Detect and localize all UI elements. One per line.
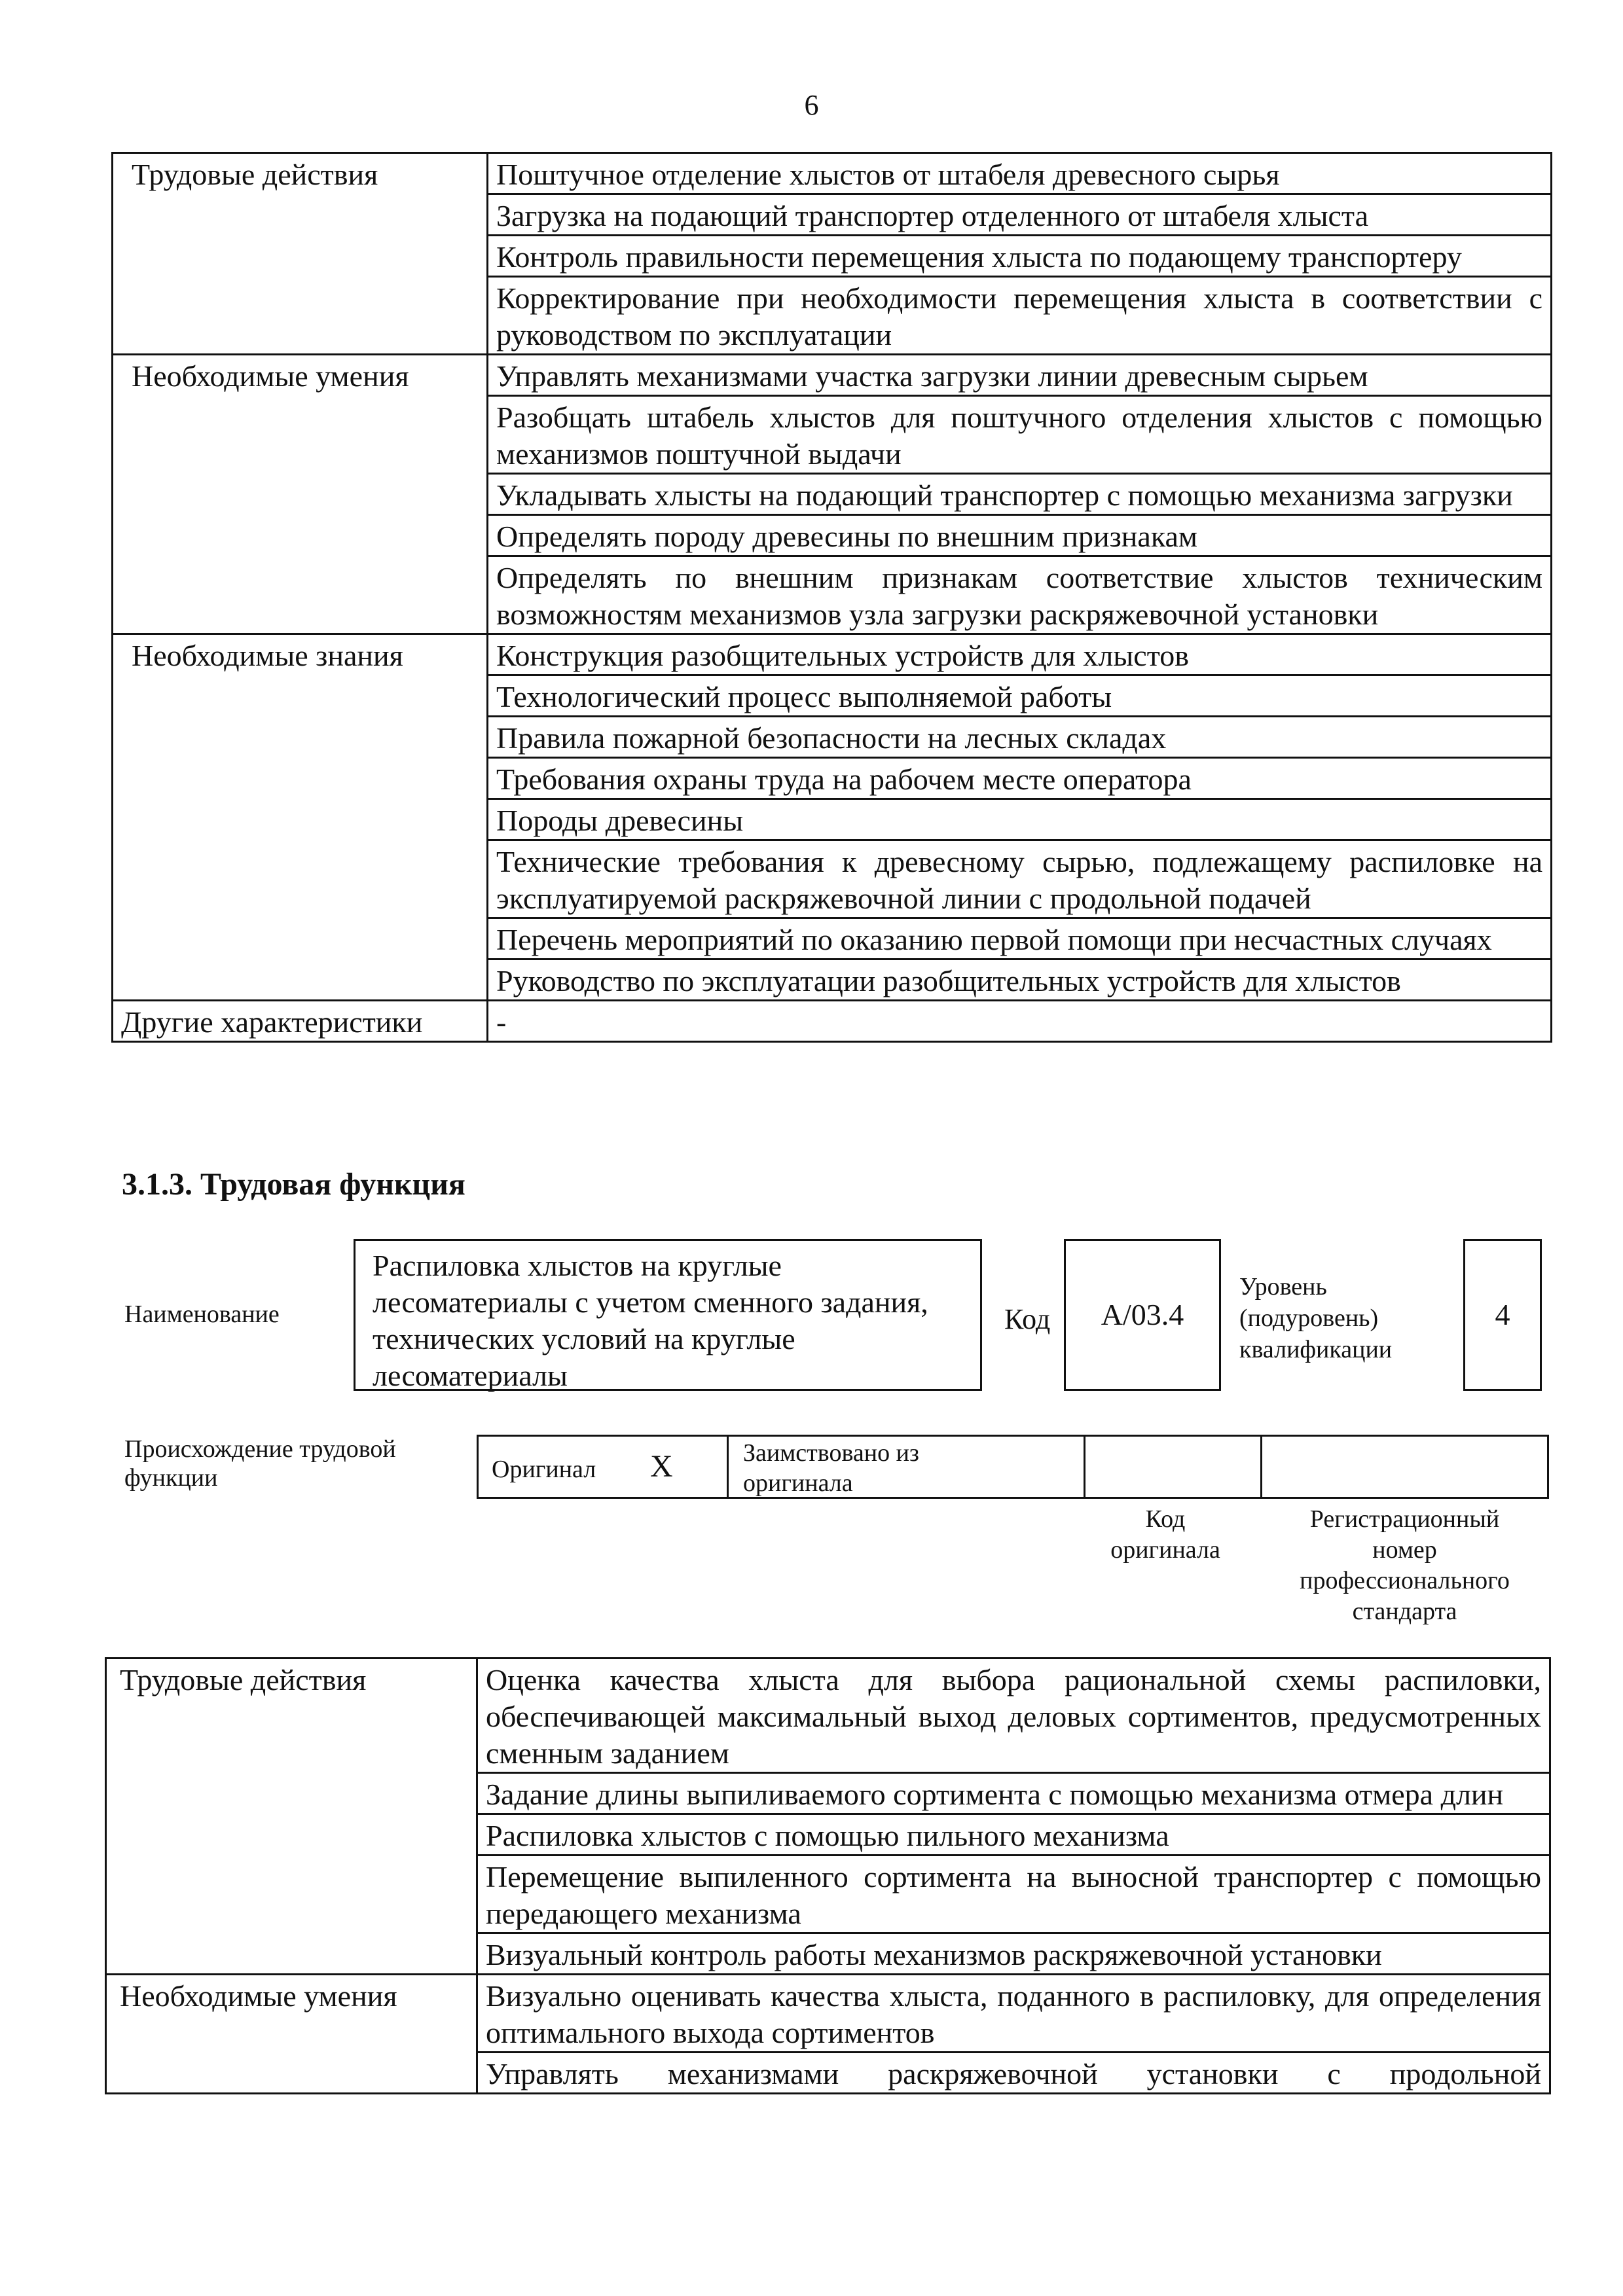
table-cell: Управлять механизмами участка загрузки линии древесным сырьем xyxy=(488,355,1552,396)
row-label: Другие характеристики xyxy=(113,1001,488,1042)
level-value: 4 xyxy=(1463,1239,1542,1391)
level-label xyxy=(1239,1271,1392,1365)
table-cell: - xyxy=(488,1001,1552,1042)
table-row xyxy=(113,153,1552,194)
original-cell xyxy=(479,1437,729,1497)
labor-function-table-1 xyxy=(111,152,1552,1043)
code-label: Код xyxy=(1004,1303,1051,1335)
table-cell: Задание длины выпиливаемого сортимента с помощью механизма отмера длин xyxy=(477,1773,1550,1814)
table-cell: Правила пожарной безопасности на лесных складах xyxy=(488,717,1552,758)
table-cell: Технологический процесс выполняемой работы xyxy=(488,675,1552,717)
table-cell: Поштучное отделение хлыстов от штабеля древесного сырья xyxy=(488,153,1552,194)
registration-number-cell xyxy=(1262,1437,1551,1497)
caption-line: стандарта xyxy=(1352,1598,1457,1625)
function-name-box: Распиловка хлыстов на круглые лесоматериалы с учетом сменного задания, технических условий на круглые лесоматериалы xyxy=(354,1239,982,1391)
registration-number-caption xyxy=(1260,1504,1549,1627)
table-cell: Породы древесины xyxy=(488,799,1552,840)
section-heading: 3.1.3. Трудовая функция xyxy=(122,1167,465,1202)
level-label-line: (подуровень) xyxy=(1239,1304,1379,1332)
original-mark: X xyxy=(650,1449,673,1484)
table-cell: Конструкция разобщительных устройств для хлыстов xyxy=(488,634,1552,675)
origin-label-line: функции xyxy=(124,1464,218,1492)
table-cell: Определять породу древесины по внешним признакам xyxy=(488,515,1552,556)
table-row xyxy=(113,634,1552,675)
caption-line: профессионального xyxy=(1300,1567,1510,1594)
table-row xyxy=(113,1001,1552,1042)
origin-label-line: Происхождение трудовой xyxy=(124,1435,396,1463)
row-label: Необходимые умения xyxy=(113,355,488,634)
caption-line: Регистрационный xyxy=(1309,1505,1500,1533)
row-label: Необходимые знания xyxy=(113,634,488,1001)
level-label-line: Уровень xyxy=(1239,1273,1327,1300)
caption-line: оригинала xyxy=(1110,1536,1220,1564)
table-cell: Определять по внешним признакам соответствие хлыстов техническим возможностям механизмов узла загрузки раскряжевочной установки xyxy=(488,556,1552,634)
borrowed-cell xyxy=(729,1437,1085,1497)
level-label-line: квалификации xyxy=(1239,1336,1393,1363)
caption-line: Код xyxy=(1145,1505,1186,1533)
borrowed-label xyxy=(743,1438,919,1498)
table-cell: Загрузка на подающий транспортер отделенного от штабеля хлыста xyxy=(488,194,1552,236)
origin-label xyxy=(124,1435,396,1492)
table-cell: Перечень мероприятий по оказанию первой помощи при несчастных случаях xyxy=(488,918,1552,960)
page-number: 6 xyxy=(804,89,819,121)
original-code-caption xyxy=(1087,1504,1244,1566)
table-cell: Визуально оценивать качества хлыста, поданного в распиловку, для определения оптимального выхода сортиментов xyxy=(477,1975,1550,2053)
table-cell: Требования охраны труда на рабочем месте оператора xyxy=(488,758,1552,799)
table-cell: Укладывать хлысты на подающий транспортер с помощью механизма загрузки xyxy=(488,474,1552,515)
original-code-cell xyxy=(1085,1437,1262,1497)
row-label: Трудовые действия xyxy=(106,1659,477,1975)
row-label: Необходимые умения xyxy=(106,1975,477,2094)
table-cell: Технические требования к древесному сырью, подлежащему распиловке на эксплуатируемой раскряжевочной линии с продольной подачей xyxy=(488,840,1552,918)
table-cell: Визуальный контроль работы механизмов раскряжевочной установки xyxy=(477,1933,1550,1975)
code-value: A/03.4 xyxy=(1064,1239,1221,1391)
table-cell: Оценка качества хлыста для выбора рациональной схемы распиловки, обеспечивающей максимальный выход деловых сортиментов, предусмотренных сменным заданием xyxy=(477,1659,1550,1773)
table-cell: Перемещение выпиленного сортимента на выносной транспортер с помощью передающего механизма xyxy=(477,1856,1550,1933)
borrowed-label-line: Заимствовано из xyxy=(743,1439,919,1467)
table-row xyxy=(113,355,1552,396)
table-cell: Разобщать штабель хлыстов для поштучного отделения хлыстов с помощью механизмов поштучной выдачи xyxy=(488,396,1552,474)
caption-line: номер xyxy=(1372,1536,1437,1564)
original-label: Оригинал xyxy=(492,1456,596,1483)
table-cell: Корректирование при необходимости перемещения хлыста в соответствии с руководством по эксплуатации xyxy=(488,277,1552,355)
table-row xyxy=(106,1975,1550,2053)
table-row xyxy=(106,1659,1550,1773)
row-label: Трудовые действия xyxy=(113,153,488,355)
origin-row xyxy=(477,1435,1549,1499)
table-cell: Руководство по эксплуатации разобщительных устройств для хлыстов xyxy=(488,960,1552,1001)
table-cell: Распиловка хлыстов с помощью пильного механизма xyxy=(477,1814,1550,1856)
labor-function-table-2 xyxy=(105,1657,1551,2094)
table-cell: Контроль правильности перемещения хлыста по подающему транспортеру xyxy=(488,236,1552,277)
name-label: Наименование xyxy=(124,1300,280,1328)
table-cell: Управлять механизмами раскряжевочной установки с продольной xyxy=(477,2053,1550,2094)
borrowed-label-line: оригинала xyxy=(743,1469,853,1497)
